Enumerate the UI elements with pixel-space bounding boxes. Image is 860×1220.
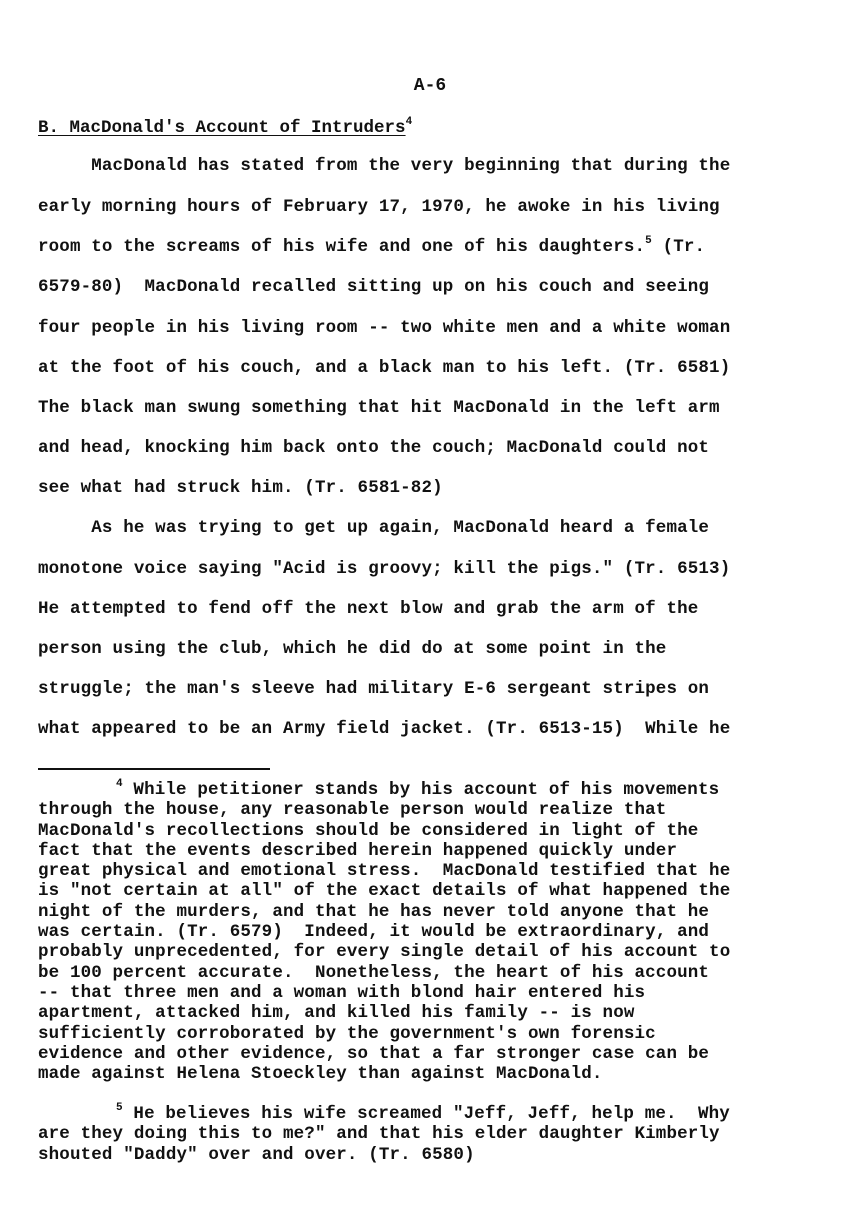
section-heading: [38, 118, 412, 138]
body-line: what appeared to be an Army field jacket. (Tr. 6513-15) While he: [38, 719, 731, 739]
footnote-marker-5: 5: [116, 1102, 123, 1114]
body-line: MacDonald has stated from the very beginning that during the: [38, 156, 731, 176]
body-line: The black man swung something that hit MacDonald in the left arm: [38, 398, 720, 418]
footnote-line: made against Helena Stoeckley than against MacDonald.: [38, 1064, 603, 1085]
footnote-line: was certain. (Tr. 6579) Indeed, it would be extraordinary, and: [38, 922, 710, 943]
body-line: [38, 237, 705, 257]
body-line: 6579-80) MacDonald recalled sitting up on his couch and seeing: [38, 277, 710, 297]
footnote-line: evidence and other evidence, so that a far stronger case can be: [38, 1043, 710, 1064]
body-line: As he was trying to get up again, MacDonald heard a female: [38, 518, 710, 538]
footnote-line: sufficiently corroborated by the government's own forensic: [38, 1023, 656, 1044]
body-line: person using the club, which he did do at some point in the: [38, 639, 667, 659]
footnote-marker-4: 4: [116, 778, 123, 790]
body-line: and head, knocking him back onto the couch; MacDonald could not: [38, 438, 710, 458]
body-line: at the foot of his couch, and a black man to his left. (Tr. 6581): [38, 358, 731, 378]
footnote-line: While petitioner stands by his account of his movements: [122, 780, 720, 800]
footnote-ref-5: 5: [645, 235, 652, 247]
footnote-divider: [38, 768, 270, 770]
footnote-line: are they doing this to me?" and that his elder daughter Kimberly: [38, 1124, 720, 1145]
footnote-line: apartment, attacked him, and killed his family -- is now: [38, 1003, 635, 1024]
body-line: early morning hours of February 17, 1970, he awoke in his living: [38, 197, 720, 217]
section-heading-text: B. MacDonald's Account of Intruders: [38, 118, 406, 138]
footnote-line: shouted "Daddy" over and over. (Tr. 6580): [38, 1144, 475, 1165]
footnote-line: -- that three men and a woman with blond hair entered his: [38, 982, 646, 1003]
footnote-5: [38, 1104, 730, 1165]
footnote-line: through the house, any reasonable person would realize that: [38, 800, 667, 821]
footnote-ref-4: 4: [405, 116, 413, 128]
body-line: monotone voice saying "Acid is groovy; kill the pigs." (Tr. 6513): [38, 559, 731, 579]
body-line-tail: (Tr.: [651, 237, 706, 257]
body-line-text: room to the screams of his wife and one of his daughters.: [38, 237, 646, 257]
footnote-line: is "not certain at all" of the exact details of what happened the: [38, 881, 731, 902]
body-line: four people in his living room -- two white men and a white woman: [38, 318, 731, 338]
body-line: He attempted to fend off the next blow and grab the arm of the: [38, 599, 699, 619]
footnote-line: MacDonald's recollections should be considered in light of the: [38, 820, 699, 841]
footnote-line: great physical and emotional stress. MacDonald testified that he: [38, 861, 731, 882]
footnote-line: be 100 percent accurate. Nonetheless, the heart of his account: [38, 962, 710, 983]
footnote-line: fact that the events described herein happened quickly under: [38, 840, 678, 861]
page-number: A-6: [413, 76, 447, 96]
body-line: struggle; the man's sleeve had military E-6 sergeant stripes on: [38, 679, 710, 699]
footnote-line: night of the murders, and that he has never told anyone that he: [38, 901, 710, 922]
footnote-4: [38, 780, 730, 1084]
body-line: see what had struck him. (Tr. 6581-82): [38, 478, 443, 498]
footnote-line: He believes his wife screamed "Jeff, Jeff, help me. Why: [122, 1104, 730, 1124]
footnote-line: probably unprecedented, for every single detail of his account to: [38, 942, 731, 963]
